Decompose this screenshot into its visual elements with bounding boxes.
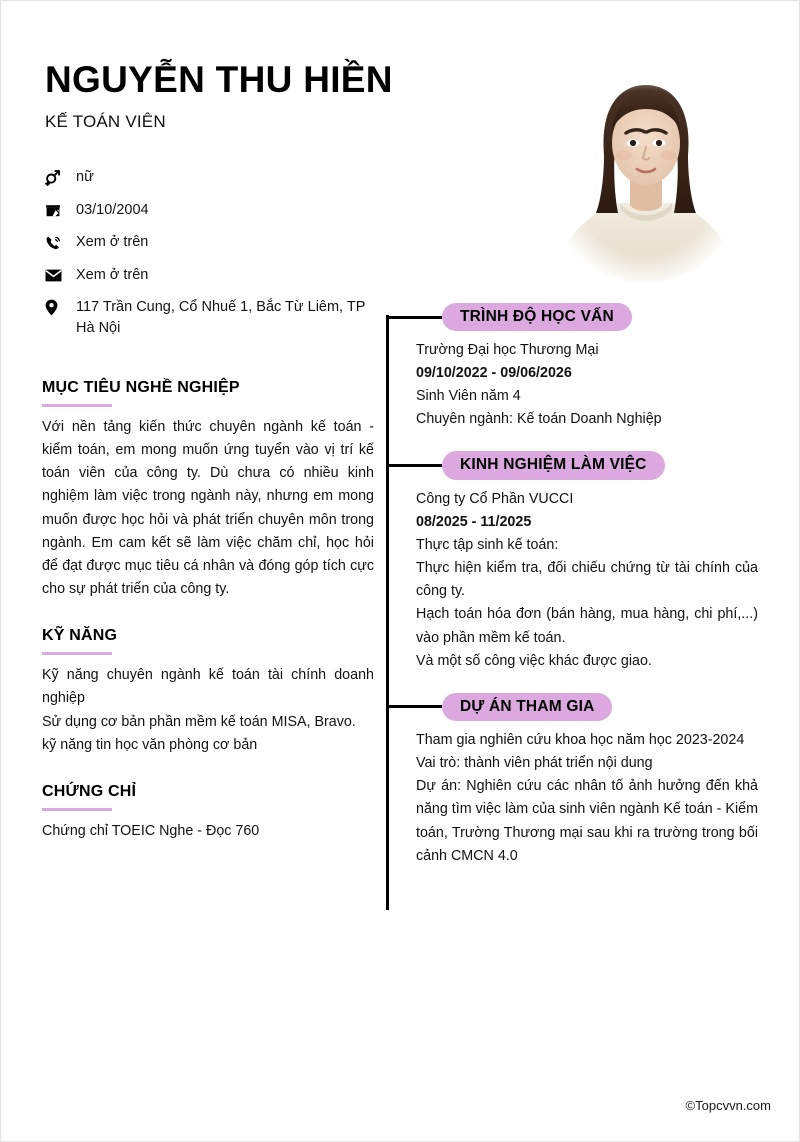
- contact-item-phone[interactable]: [45, 232, 375, 253]
- heading-underline: [42, 652, 112, 655]
- education-dates: 09/10/2022 - 09/06/2026: [416, 365, 572, 382]
- cv-header: [45, 59, 525, 132]
- experience-task: Hạch toán hóa đơn (bán hàng, mua hàng, chi phí,...) vào phần mềm kế toán.: [416, 606, 758, 646]
- section-heading: MỤC TIÊU NGHỀ NGHIỆP: [42, 379, 240, 396]
- experience-role: Thực tập sinh kế toán:: [416, 536, 559, 553]
- objective-text: Với nền tảng kiến thức chuyên ngành kế toán - kiểm toán, em mong muốn ứng tuyển vào vị trí kế toán viên của công ty. Dù chưa có nhiều kinh nghiệm làm việc trong ngành này, nhưng em mong muốn được học hỏi và phát triển chuyên môn trong ngành. Em cam kết sẽ làm việc chăm chỉ, học hỏi để đạt được mục tiêu cá nhân và đóng góp tích cực cho sự phát triển của công ty.: [42, 419, 374, 598]
- contact-value: Xem ở trên: [76, 266, 149, 283]
- project-line: Tham gia nghiên cứu khoa học năm học 2023-2024: [416, 731, 745, 748]
- spacer: [42, 601, 374, 627]
- email-icon: [45, 266, 67, 285]
- education-major: Chuyên ngành: Kế toán Doanh Nghiệp: [416, 411, 662, 428]
- section-objective: [42, 379, 374, 601]
- section-heading: KỸ NĂNG: [42, 627, 118, 645]
- education-year: Sinh Viên năm 4: [416, 388, 521, 405]
- education-body: [386, 339, 766, 432]
- project-line: Dự án: Nghiên cứu các nhân tố ảnh hưởng đến khả năng tìm việc làm của sinh viên ngành Kế toán - Kiểm toán, Trường Thương mại sau khi ra trường trong bối cảnh CMCN 4.0: [416, 778, 758, 864]
- contact-value: Xem ở trên: [76, 234, 149, 251]
- spacer: [42, 757, 374, 783]
- contact-value: nữ: [76, 169, 94, 185]
- experience-task: Thực hiện kiểm tra, đối chiếu chứng từ tài chính của công ty.: [416, 560, 758, 600]
- section-projects: [386, 693, 766, 868]
- section-certificate: [42, 783, 374, 843]
- education-badge-row: [386, 303, 766, 331]
- avatar: [546, 63, 746, 283]
- contact-item-birthdate: [45, 200, 375, 221]
- contact-item-email[interactable]: [45, 265, 375, 286]
- section-experience: [386, 452, 766, 673]
- right-column: [386, 303, 766, 868]
- education-school: Trường Đại học Thương Mại: [416, 342, 599, 358]
- certificate-text: Chứng chỉ TOEIC Nghe - Đọc 760: [42, 822, 260, 839]
- experience-company: Công ty Cổ Phần VUCCI: [416, 490, 574, 507]
- project-line: Vai trò: thành viên phát triển nội dung: [416, 755, 653, 772]
- spacer: [386, 673, 766, 693]
- experience-dates: 08/2025 - 11/2025: [416, 513, 532, 530]
- portrait-photo: [546, 63, 746, 283]
- skill-line: kỹ năng tin học văn phòng cơ bản: [42, 736, 258, 753]
- timeline-connector: [386, 464, 442, 467]
- section-badge: DỰ ÁN THAM GIA: [442, 693, 612, 721]
- section-education: [386, 303, 766, 432]
- contact-value: 03/10/2004: [76, 201, 149, 218]
- heading-underline: [42, 808, 112, 811]
- timeline-connector: [386, 705, 442, 708]
- section-heading: CHỨNG CHỈ: [42, 782, 137, 800]
- contact-list: [45, 167, 375, 350]
- projects-body: [386, 729, 766, 868]
- gender-icon: [45, 168, 67, 187]
- location-icon: [45, 298, 67, 317]
- skill-line: Kỹ năng chuyên ngành kế toán tài chính doanh nghiệp: [42, 667, 374, 707]
- experience-task: Và một số công việc khác được giao.: [416, 652, 652, 669]
- heading-underline: [42, 404, 112, 407]
- section-skills: [42, 627, 374, 757]
- phone-icon: [45, 233, 67, 252]
- experience-body: [386, 488, 766, 673]
- calendar-icon: [45, 201, 67, 220]
- left-column: [42, 379, 374, 843]
- contact-value: 117 Trần Cung, Cổ Nhuế 1, Bắc Từ Liêm, TP Hà Nội: [76, 299, 366, 336]
- candidate-job-title: KẾ TOÁN VIÊN: [45, 112, 166, 132]
- contact-item-gender: [45, 167, 375, 188]
- experience-badge-row: [386, 452, 766, 480]
- skill-line: Sử dụng cơ bản phần mềm kế toán MISA, Bravo.: [42, 713, 356, 730]
- section-badge: KINH NGHIỆM LÀM VIỆC: [442, 451, 665, 479]
- spacer: [386, 432, 766, 452]
- section-badge: TRÌNH ĐỘ HỌC VẤN: [442, 303, 632, 331]
- footer-watermark: ©Topcvvn.com: [685, 1098, 771, 1113]
- timeline-connector: [386, 316, 442, 319]
- projects-badge-row: [386, 693, 766, 721]
- candidate-name: NGUYỄN THU HIỀN: [45, 59, 393, 100]
- contact-item-address: [45, 297, 375, 338]
